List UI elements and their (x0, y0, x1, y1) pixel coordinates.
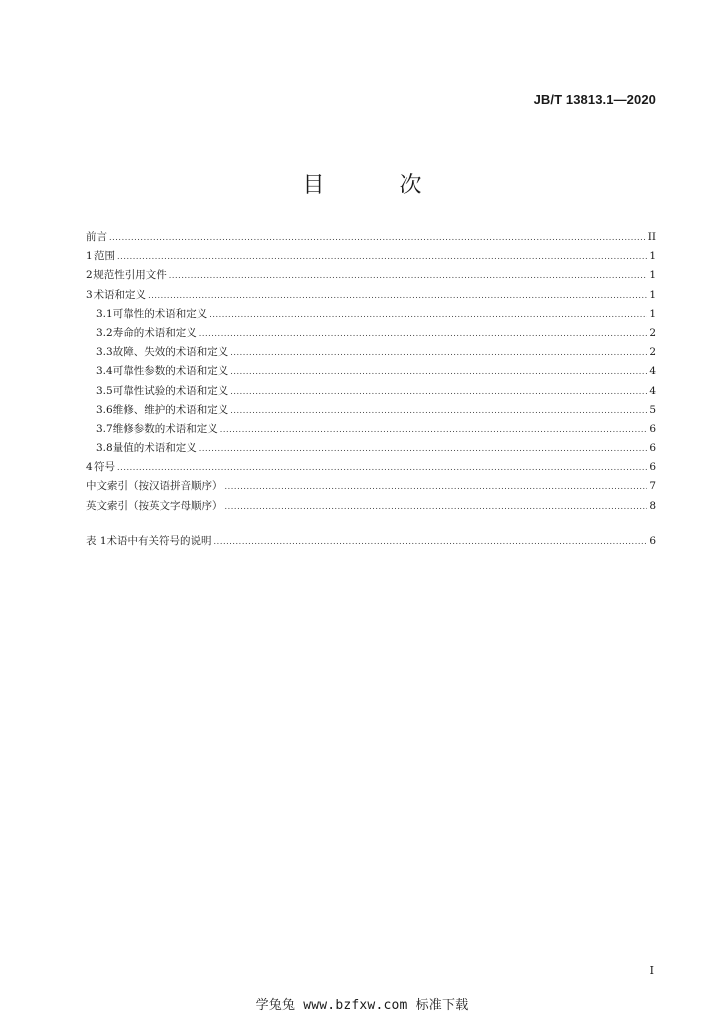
entry-title: 符号 (94, 461, 116, 474)
entry-page-number: 6 (649, 461, 656, 474)
entry-page-number: II (647, 231, 656, 243)
dot-leader (117, 252, 647, 261)
entry-page-number: 7 (649, 480, 656, 493)
entry-number: 3 (86, 288, 93, 301)
entry-title: 范围 (94, 250, 116, 263)
dot-leader (220, 425, 648, 434)
entry-page-number: 1 (649, 288, 656, 301)
dot-leader (148, 291, 647, 300)
toc-entry[interactable] (86, 363, 656, 382)
entry-page-number: 4 (649, 384, 656, 397)
dot-leader (117, 463, 647, 472)
entry-number: 3.8 (96, 442, 113, 455)
entry-page-number: 1 (649, 307, 656, 320)
entry-title: 维修、维护的术语和定义 (112, 403, 229, 416)
dot-leader (169, 271, 648, 280)
entry-number: 3.2 (96, 326, 113, 339)
entry-number: 3.4 (96, 365, 113, 378)
toc-entry[interactable] (86, 325, 656, 344)
entry-number: 2 (86, 269, 93, 282)
entry-title: 可靠性试验的术语和定义 (112, 384, 229, 397)
entry-page-number: 6 (649, 422, 656, 435)
toc-entry[interactable] (86, 267, 656, 286)
entry-number: 表 1 (86, 535, 107, 547)
entry-title: 术语和定义 (93, 288, 147, 301)
entry-page-number: 2 (649, 326, 656, 339)
toc-entry[interactable] (86, 421, 656, 440)
entry-title: 量值的术语和定义 (112, 442, 197, 455)
entry-page-number: 5 (649, 403, 656, 416)
page-number: I (649, 964, 654, 977)
entry-title: 可靠性参数的术语和定义 (112, 365, 229, 378)
entry-title: 维修参数的术语和定义 (112, 422, 218, 435)
table-of-contents (86, 229, 656, 517)
standard-code: JB/T 13813.1—2020 (533, 92, 656, 107)
dot-leader (230, 406, 647, 415)
dot-leader (214, 537, 648, 546)
dot-leader (230, 387, 647, 396)
toc-entry[interactable] (86, 459, 656, 478)
entry-page-number: 1 (649, 269, 656, 282)
entry-title: 前言 (86, 231, 107, 243)
toc-entry[interactable] (86, 498, 656, 517)
entry-title: 寿命的术语和定义 (112, 326, 197, 339)
dot-leader (199, 329, 648, 338)
entry-title: 故障、失效的术语和定义 (112, 346, 229, 359)
entry-number: 3.5 (96, 384, 113, 397)
dot-leader (109, 233, 646, 242)
entry-page-number: 2 (649, 346, 656, 359)
entry-number: 3.6 (96, 403, 113, 416)
toc-entry[interactable] (86, 402, 656, 421)
entry-page-number: 4 (649, 365, 656, 378)
entry-number: 4 (86, 461, 93, 474)
entry-page-number: 6 (649, 535, 656, 547)
entry-title: 可靠性的术语和定义 (112, 307, 208, 320)
entry-page-number: 1 (649, 250, 656, 263)
dot-leader (209, 310, 647, 319)
entry-number: 3.7 (96, 422, 113, 435)
entry-number: 1 (86, 250, 93, 263)
dot-leader (199, 444, 648, 453)
table-entry[interactable] (86, 533, 656, 552)
entry-number: 3.1 (96, 307, 113, 320)
dot-leader (225, 482, 648, 491)
entry-page-number: 8 (649, 499, 656, 512)
entry-number: 3.3 (96, 346, 113, 359)
dot-leader (225, 502, 648, 511)
toc-entry[interactable] (86, 306, 656, 325)
entry-title: 规范性引用文件 (93, 269, 167, 282)
toc-entry[interactable] (86, 248, 656, 267)
toc-entry[interactable] (86, 440, 656, 459)
entry-title: 英文索引（按英文字母顺序） (86, 499, 223, 512)
toc-entry[interactable] (86, 287, 656, 306)
entry-title: 术语中有关符号的说明 (106, 535, 212, 547)
dot-leader (230, 348, 647, 357)
table-list (86, 533, 656, 552)
toc-entry[interactable] (86, 383, 656, 402)
dot-leader (230, 367, 647, 376)
page-title: 目 次 (302, 173, 456, 198)
toc-entry[interactable] (86, 478, 656, 497)
entry-page-number: 6 (649, 442, 656, 455)
entry-title: 中文索引（按汉语拼音顺序） (86, 480, 223, 493)
toc-entry[interactable] (86, 344, 656, 363)
toc-entry[interactable] (86, 229, 656, 248)
watermark-footer: 学兔兔 www.bzfxw.com 标准下载 (255, 998, 469, 1013)
